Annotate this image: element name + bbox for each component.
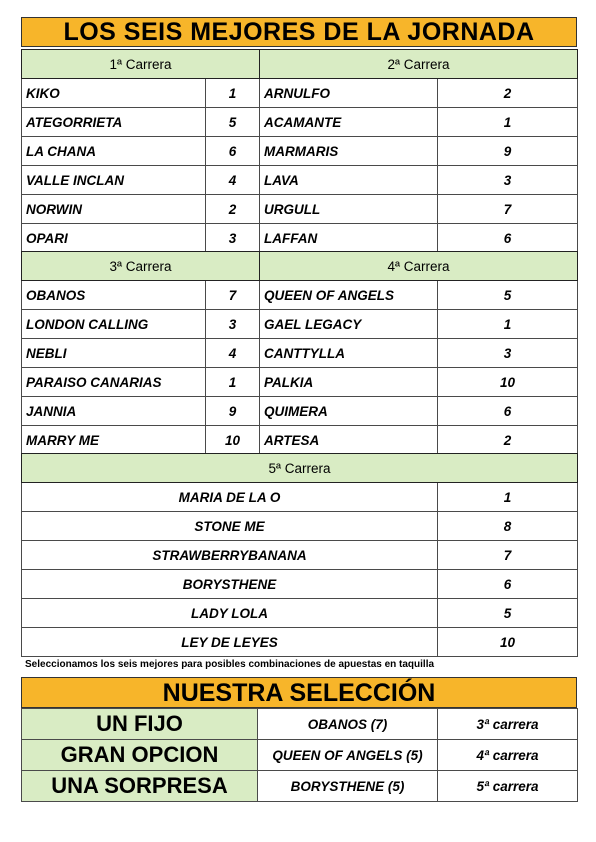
table-row — [22, 79, 578, 108]
horse-number: 6 — [438, 224, 578, 253]
selection-race: 3ª carrera — [438, 709, 578, 740]
horse-number: 3 — [206, 224, 260, 253]
horse-name: URGULL — [260, 195, 438, 224]
horse-number: 7 — [206, 281, 260, 310]
horse-name: LAVA — [260, 166, 438, 195]
table-row — [22, 310, 578, 339]
horse-name: MARRY ME — [22, 426, 206, 455]
selection-label: GRAN OPCION — [22, 740, 258, 771]
race-5-table — [21, 453, 578, 657]
horse-number: 5 — [438, 599, 578, 628]
horse-name: GAEL LEGACY — [260, 310, 438, 339]
horse-name: PALKIA — [260, 368, 438, 397]
horse-number: 10 — [438, 368, 578, 397]
selection-row — [22, 771, 578, 802]
horse-number: 9 — [438, 137, 578, 166]
horse-name: OBANOS — [22, 281, 206, 310]
selection-race: 5ª carrera — [438, 771, 578, 802]
table-row — [22, 426, 578, 455]
horse-name: QUIMERA — [260, 397, 438, 426]
horse-name: QUEEN OF ANGELS — [260, 281, 438, 310]
horse-name: LA CHANA — [22, 137, 206, 166]
selection-label: UN FIJO — [22, 709, 258, 740]
horse-name: MARMARIS — [260, 137, 438, 166]
selection-title: NUESTRA SELECCIÓN — [21, 677, 577, 708]
horse-number: 6 — [438, 397, 578, 426]
horse-number: 7 — [438, 195, 578, 224]
horse-number: 6 — [438, 570, 578, 599]
selection-table — [21, 708, 578, 802]
selection-horse: QUEEN OF ANGELS (5) — [258, 740, 438, 771]
horse-number: 1 — [206, 79, 260, 108]
horse-name: STONE ME — [22, 512, 438, 541]
table-row — [22, 108, 578, 137]
table-row — [22, 166, 578, 195]
table-row — [22, 628, 578, 657]
horse-name: LADY LOLA — [22, 599, 438, 628]
horse-name: MARIA DE LA O — [22, 483, 438, 512]
table-row — [22, 224, 578, 253]
races-1-2-table — [21, 49, 578, 253]
horse-number: 3 — [438, 339, 578, 368]
selection-horse: OBANOS (7) — [258, 709, 438, 740]
horse-name: LONDON CALLING — [22, 310, 206, 339]
horse-name: LEY DE LEYES — [22, 628, 438, 657]
horse-name: PARAISO CANARIAS — [22, 368, 206, 397]
horse-name: NORWIN — [22, 195, 206, 224]
horse-number: 4 — [206, 339, 260, 368]
race-5-header: 5ª Carrera — [22, 454, 578, 483]
horse-number: 1 — [206, 368, 260, 397]
race-2-header: 2ª Carrera — [260, 50, 578, 79]
horse-number: 1 — [438, 108, 578, 137]
betting-note: Seleccionamos los seis mejores para posibles combinaciones de apuestas en taquilla — [25, 659, 435, 670]
race-1-header: 1ª Carrera — [22, 50, 260, 79]
selection-race: 4ª carrera — [438, 740, 578, 771]
page-title: LOS SEIS MEJORES DE LA JORNADA — [21, 17, 577, 47]
horse-number: 3 — [438, 166, 578, 195]
table-row — [22, 339, 578, 368]
table-row — [22, 137, 578, 166]
race-4-header: 4ª Carrera — [260, 252, 578, 281]
horse-number: 2 — [438, 79, 578, 108]
table-row — [22, 195, 578, 224]
horse-number: 1 — [438, 310, 578, 339]
horse-name: NEBLI — [22, 339, 206, 368]
table-row — [22, 512, 578, 541]
selection-row — [22, 740, 578, 771]
horse-name: ARNULFO — [260, 79, 438, 108]
selection-horse: BORYSTHENE (5) — [258, 771, 438, 802]
table-row — [22, 368, 578, 397]
horse-number: 5 — [438, 281, 578, 310]
table-row — [22, 397, 578, 426]
horse-name: ATEGORRIETA — [22, 108, 206, 137]
horse-number: 4 — [206, 166, 260, 195]
horse-number: 10 — [206, 426, 260, 455]
horse-number: 6 — [206, 137, 260, 166]
horse-name: CANTTYLLA — [260, 339, 438, 368]
horse-number: 7 — [438, 541, 578, 570]
horse-number: 2 — [438, 426, 578, 455]
horse-name: BORYSTHENE — [22, 570, 438, 599]
horse-name: OPARI — [22, 224, 206, 253]
horse-name: LAFFAN — [260, 224, 438, 253]
horse-number: 10 — [438, 628, 578, 657]
horse-number: 3 — [206, 310, 260, 339]
horse-name: JANNIA — [22, 397, 206, 426]
horse-name: ACAMANTE — [260, 108, 438, 137]
horse-number: 2 — [206, 195, 260, 224]
horse-name: VALLE INCLAN — [22, 166, 206, 195]
selection-row — [22, 709, 578, 740]
table-row — [22, 483, 578, 512]
race-3-header: 3ª Carrera — [22, 252, 260, 281]
horse-number: 8 — [438, 512, 578, 541]
horse-number: 9 — [206, 397, 260, 426]
table-row — [22, 541, 578, 570]
horse-name: KIKO — [22, 79, 206, 108]
races-3-4-table — [21, 251, 578, 455]
selection-label: UNA SORPRESA — [22, 771, 258, 802]
table-row — [22, 599, 578, 628]
horse-number: 5 — [206, 108, 260, 137]
table-row — [22, 281, 578, 310]
horse-name: ARTESA — [260, 426, 438, 455]
horse-name: STRAWBERRYBANANA — [22, 541, 438, 570]
table-row — [22, 570, 578, 599]
horse-number: 1 — [438, 483, 578, 512]
